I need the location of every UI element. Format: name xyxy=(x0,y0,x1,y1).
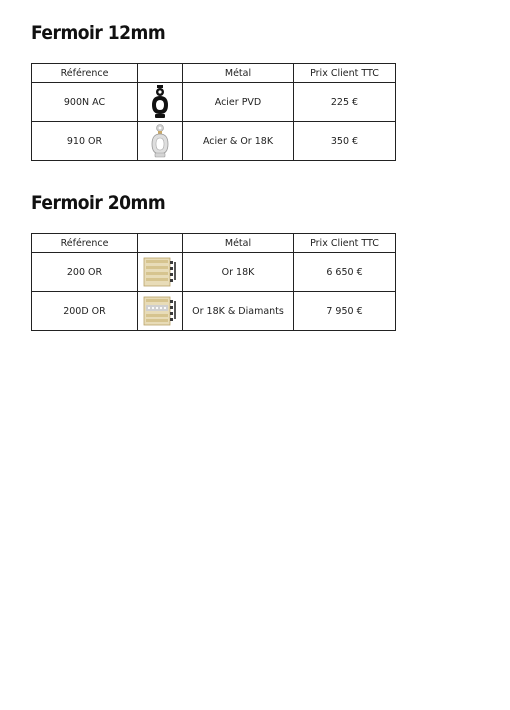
section-title-20mm: Fermoir 20mm xyxy=(31,192,166,214)
header-metal: Métal xyxy=(183,234,294,253)
diamond-gold-clasp-icon xyxy=(142,294,178,328)
cell-image xyxy=(138,83,183,122)
cell-reference: 200 OR xyxy=(32,253,138,292)
cell-metal: Or 18K xyxy=(183,253,294,292)
table-row xyxy=(32,292,396,331)
section-title-12mm: Fermoir 12mm xyxy=(31,22,166,44)
table-header-row xyxy=(32,64,396,83)
cell-image xyxy=(138,253,183,292)
cell-price: 7 950 € xyxy=(294,292,396,331)
header-metal: Métal xyxy=(183,64,294,83)
header-reference: Référence xyxy=(32,64,138,83)
cell-reference: 200D OR xyxy=(32,292,138,331)
cell-price: 6 650 € xyxy=(294,253,396,292)
table-row xyxy=(32,122,396,161)
cell-reference: 910 OR xyxy=(32,122,138,161)
cell-metal: Acier PVD xyxy=(183,83,294,122)
header-price: Prix Client TTC xyxy=(294,234,396,253)
cell-image xyxy=(138,122,183,161)
black-clasp-icon xyxy=(149,84,171,120)
header-image xyxy=(138,64,183,83)
gold-clasp-icon xyxy=(142,255,178,289)
header-image xyxy=(138,234,183,253)
price-table-12mm xyxy=(31,63,396,161)
cell-price: 350 € xyxy=(294,122,396,161)
cell-image xyxy=(138,292,183,331)
cell-metal: Or 18K & Diamants xyxy=(183,292,294,331)
cell-price: 225 € xyxy=(294,83,396,122)
table-row xyxy=(32,83,396,122)
cell-reference: 900N AC xyxy=(32,83,138,122)
table-header-row xyxy=(32,234,396,253)
price-table-20mm xyxy=(31,233,396,331)
header-reference: Référence xyxy=(32,234,138,253)
header-price: Prix Client TTC xyxy=(294,64,396,83)
silver-clasp-icon xyxy=(149,123,171,159)
table-row xyxy=(32,253,396,292)
cell-metal: Acier & Or 18K xyxy=(183,122,294,161)
